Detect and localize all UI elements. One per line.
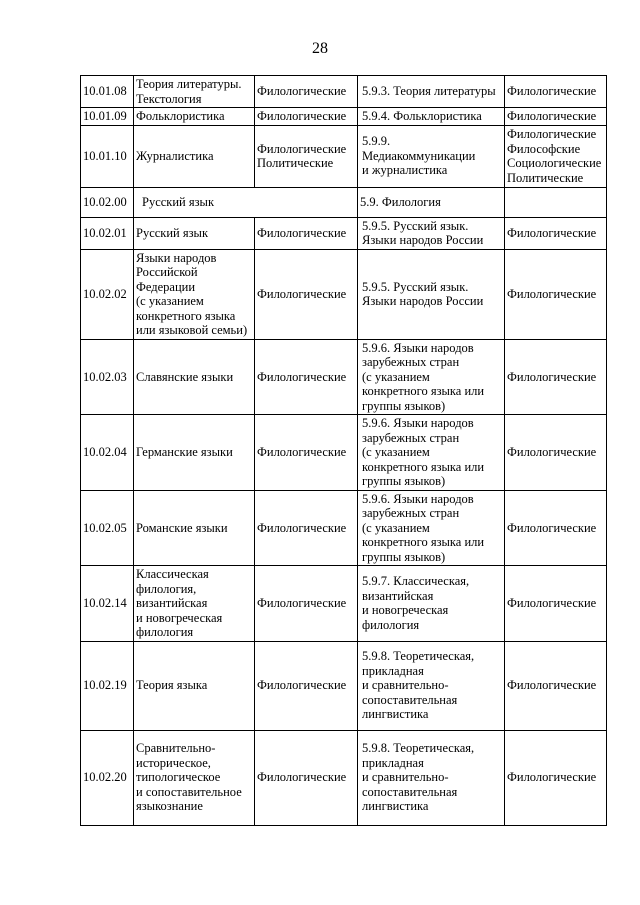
cell-line: 5.9.6. Языки народов: [362, 416, 474, 430]
page-number: 28: [312, 40, 328, 57]
science-field: [255, 217, 358, 249]
new-specialty: [358, 125, 505, 187]
specialty-code: 10.02.02: [81, 249, 134, 339]
cell-line: Филологические: [257, 596, 347, 610]
science-field: [255, 566, 358, 642]
cell-line: сопоставительная: [362, 784, 458, 799]
specialty-name: [134, 249, 255, 339]
cell-line: лингвистика: [362, 707, 429, 722]
cell-line: 5.9.9.: [362, 134, 391, 149]
cell-line: и новогреческая: [136, 610, 223, 625]
specialty-name: [134, 566, 255, 642]
cell-line: Филологические: [257, 445, 347, 459]
specialty-code: 10.02.01: [81, 217, 134, 249]
table-row: [81, 217, 607, 249]
specialty-name: [134, 125, 255, 187]
specialty-code: 10.02.14: [81, 566, 134, 642]
cell-line: Российской: [136, 265, 198, 279]
specialty-code: 10.01.08: [81, 76, 134, 108]
specialty-name: [134, 108, 255, 126]
specialty-code: 10.02.00: [81, 187, 134, 217]
table-row: [81, 76, 607, 108]
specialty-code: 10.02.03: [81, 339, 134, 415]
cell-line: Классическая: [136, 567, 209, 581]
cell-line: сопоставительная: [362, 692, 458, 707]
cell-line: 5.9.4. Фольклористика: [362, 109, 482, 123]
cell-line: прикладная: [362, 663, 424, 678]
new-field: [505, 339, 607, 415]
cell-line: и сопоставительное: [136, 784, 242, 799]
cell-line: Романские языки: [136, 520, 228, 535]
cell-line: группы языков): [362, 549, 446, 564]
cell-line: Филологические: [507, 225, 597, 240]
cell-line: 5.9.5. Русский язык.: [362, 218, 469, 233]
cell-line: Филологические: [507, 520, 597, 535]
table-row: [81, 187, 607, 217]
table-row: [81, 490, 607, 566]
specialty-name: [134, 415, 255, 491]
cell-line: Русский язык: [136, 225, 209, 240]
science-field: [255, 730, 358, 825]
cell-line: 5.9.6. Языки народов: [362, 340, 474, 355]
cell-line: Языки народов России: [362, 294, 484, 308]
cell-line: и сравнительно-: [362, 770, 449, 785]
cell-line: языкознание: [136, 799, 203, 814]
cell-line: Филологические: [507, 596, 597, 610]
cell-line: Филологические: [257, 286, 347, 301]
specialty-name: [134, 76, 255, 108]
cell-line: (с указанием: [136, 294, 204, 308]
cell-line: историческое,: [136, 755, 211, 770]
new-field: [505, 566, 607, 642]
cell-line: типологическое: [136, 770, 221, 785]
table-row: [81, 730, 607, 825]
new-specialty: [358, 217, 505, 249]
cell-line: Филологические: [507, 445, 597, 459]
specialty-name: [134, 730, 255, 825]
new-field: [505, 490, 607, 566]
cell-line: Филологические: [507, 109, 597, 123]
cell-line: Филологические: [257, 225, 347, 240]
new-specialty: [358, 108, 505, 126]
new-specialty: [358, 566, 505, 642]
table-row: [81, 339, 607, 415]
cell-line: Политические: [507, 170, 584, 185]
cell-line: Философские: [507, 141, 581, 156]
cell-line: Филологические: [507, 127, 597, 141]
cell-line: Филологические: [257, 520, 347, 535]
cell-line: византийская: [136, 596, 208, 610]
specialty-name: [134, 641, 255, 730]
cell-line: и сравнительно-: [362, 678, 449, 693]
cell-line: и журналистика: [362, 163, 448, 178]
cell-line: Филологические: [257, 84, 347, 99]
cell-line: Теория литературы.: [136, 77, 242, 91]
cell-line: Филологические: [507, 286, 597, 301]
specialty-code: 10.02.20: [81, 730, 134, 825]
cell-line: 5.9.5. Русский язык.: [362, 279, 469, 294]
specialties-table: [80, 75, 607, 826]
cell-line: Филологические: [257, 141, 347, 156]
science-field: [255, 125, 358, 187]
cell-line: Теория языка: [136, 678, 208, 693]
specialty-code: 10.02.04: [81, 415, 134, 491]
new-field: [505, 641, 607, 730]
cell-line: Филологические: [257, 369, 347, 384]
science-field: [255, 339, 358, 415]
specialty-name: [134, 217, 255, 249]
table-row: [81, 641, 607, 730]
cell-line: Журналистика: [136, 148, 214, 163]
cell-line: Социологические: [507, 156, 602, 170]
cell-line: Федерации: [136, 279, 196, 294]
science-field: [255, 249, 358, 339]
new-specialty: [358, 730, 505, 825]
cell-line: конкретного языка или: [362, 384, 485, 398]
new-field: [505, 108, 607, 126]
cell-line: (с указанием: [362, 445, 430, 459]
science-field: [255, 490, 358, 566]
cell-line: 5.9.8. Теоретическая,: [362, 649, 475, 664]
specialty-code: 10.02.05: [81, 490, 134, 566]
cell-line: Славянские языки: [136, 369, 234, 384]
table-row: [81, 125, 607, 187]
new-field: [505, 125, 607, 187]
cell-line: или языковой семьи): [136, 323, 248, 337]
cell-line: Филологические: [507, 770, 597, 785]
specialty-name: [134, 339, 255, 415]
science-field: [255, 415, 358, 491]
cell-line: Филологические: [507, 678, 597, 693]
cell-line: Сравнительно-: [136, 741, 216, 756]
cell-line: конкретного языка или: [362, 535, 485, 549]
new-specialty: [358, 76, 505, 108]
cell-line: (с указанием: [362, 369, 430, 384]
cell-line: и новогреческая: [362, 603, 449, 618]
specialty-code: 10.01.09: [81, 108, 134, 126]
new-specialty: [358, 641, 505, 730]
new-specialty: [358, 339, 505, 415]
specialty-code: 10.02.19: [81, 641, 134, 730]
new-specialty: [358, 187, 505, 217]
cell-line: 5.9.6. Языки народов: [362, 491, 474, 506]
cell-line: группы языков): [362, 474, 446, 488]
specialty-code: 10.01.10: [81, 125, 134, 187]
cell-line: лингвистика: [362, 799, 429, 814]
cell-line: филология: [362, 617, 420, 632]
specialty-name: [134, 490, 255, 566]
cell-line: Политические: [257, 156, 334, 170]
cell-line: 5.9.3. Теория литературы: [362, 84, 496, 99]
new-specialty: [358, 490, 505, 566]
cell-line: филология,: [136, 581, 197, 596]
science-field: [255, 108, 358, 126]
cell-line: Фольклористика: [136, 109, 225, 123]
cell-line: Германские языки: [136, 445, 233, 459]
cell-line: конкретного языка или: [362, 459, 485, 474]
cell-line: Филологические: [507, 84, 597, 99]
science-field: [255, 76, 358, 108]
new-field: [505, 249, 607, 339]
cell-line: зарубежных стран: [362, 430, 460, 445]
cell-line: Филологические: [257, 678, 347, 693]
cell-line: византийская: [362, 588, 434, 603]
cell-line: зарубежных стран: [362, 355, 460, 369]
cell-line: 5.9.7. Классическая,: [362, 574, 470, 589]
science-field: [255, 641, 358, 730]
new-field: [505, 76, 607, 108]
table-row: [81, 108, 607, 126]
new-field: [505, 730, 607, 825]
table-row: [81, 415, 607, 491]
cell-line: Медиакоммуникации: [362, 148, 476, 163]
new-field: [505, 415, 607, 491]
cell-line: Филологические: [507, 369, 597, 384]
cell-line: Языки народов: [136, 250, 217, 265]
cell-line: (с указанием: [362, 520, 430, 535]
cell-line: Филологические: [257, 109, 347, 123]
new-field: [505, 187, 607, 217]
new-specialty: [358, 415, 505, 491]
cell-line: зарубежных стран: [362, 506, 460, 520]
new-field: [505, 217, 607, 249]
cell-line: группы языков): [362, 398, 446, 413]
table-row: [81, 566, 607, 642]
cell-line: Текстология: [136, 91, 202, 106]
section-name: Русский язык: [134, 187, 358, 217]
cell-line: прикладная: [362, 755, 424, 770]
cell-line: филология: [136, 625, 194, 639]
cell-line: 5.9.8. Теоретическая,: [362, 741, 475, 756]
table-body: [81, 76, 607, 826]
cell-line: Филологические: [257, 770, 347, 785]
cell-line: конкретного языка: [136, 308, 236, 323]
new-specialty: [358, 249, 505, 339]
cell-line: Языки народов России: [362, 233, 484, 247]
table-row: [81, 249, 607, 339]
cell-line: 5.9. Филология: [360, 194, 441, 209]
